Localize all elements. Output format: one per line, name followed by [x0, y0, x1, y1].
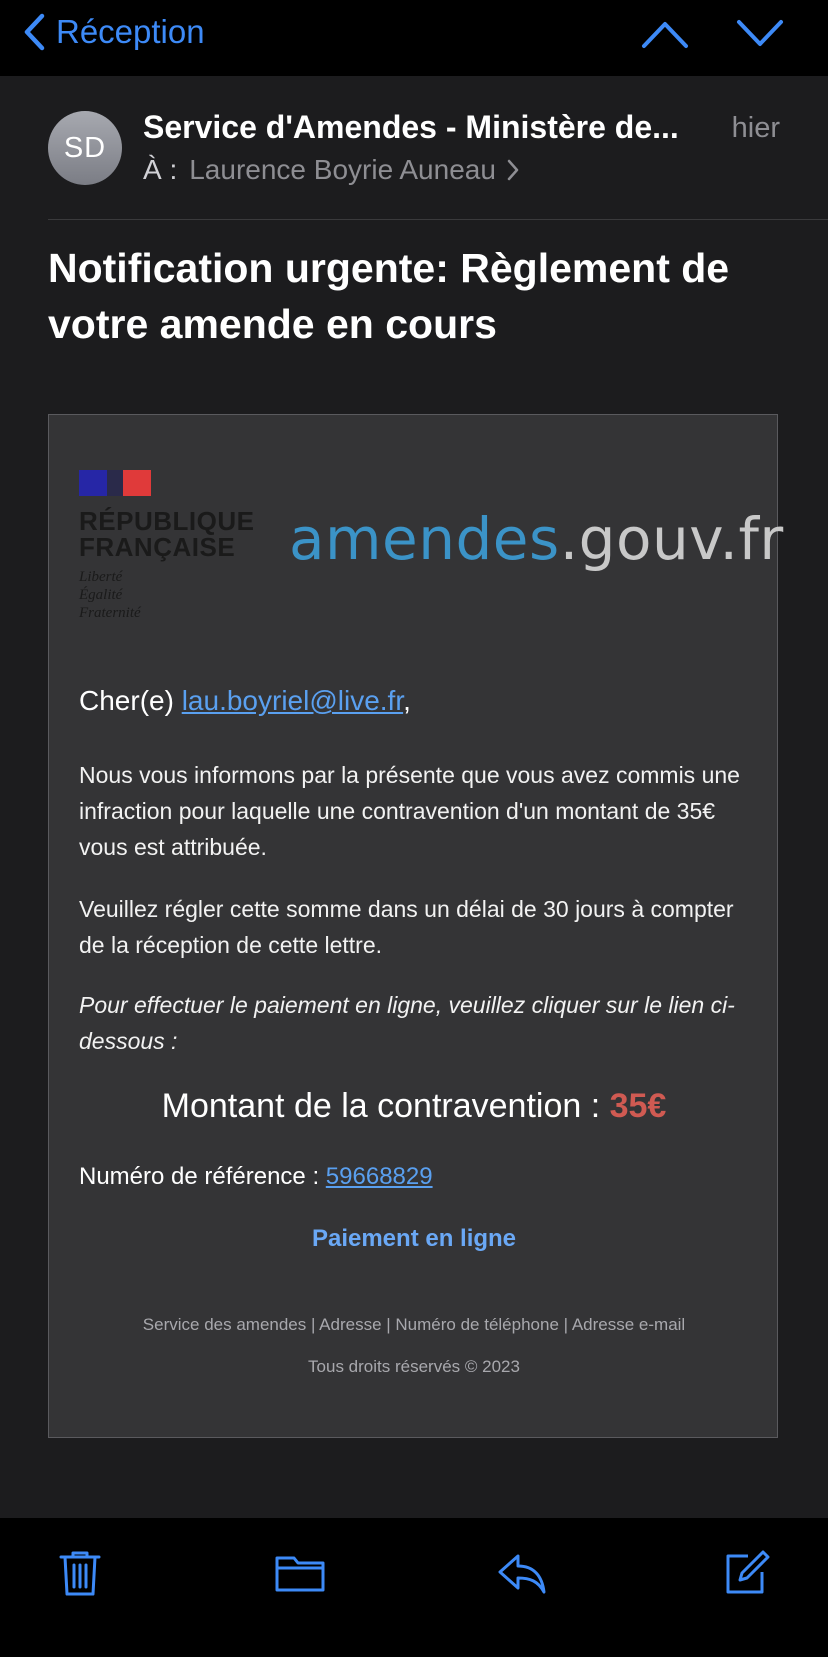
bottom-toolbar — [0, 1518, 828, 1657]
mail-subject: Notification urgente: Règlement de votre amende en cours — [48, 245, 730, 347]
reference-link[interactable]: 59668829 — [325, 1163, 433, 1190]
trash-icon[interactable] — [57, 1548, 103, 1598]
recipient-name: Laurence Boyrie Auneau — [189, 154, 496, 185]
chevron-left-icon — [22, 12, 46, 52]
payment-link[interactable]: Paiement en ligne — [311, 1225, 517, 1252]
back-button[interactable] — [22, 12, 205, 52]
amount-line — [49, 1087, 779, 1126]
amount-label: Montant de la contravention : — [161, 1087, 610, 1125]
header-divider — [48, 219, 828, 220]
recipient-row[interactable] — [143, 154, 520, 186]
copyright: Tous droits réservés © 2023 — [308, 1357, 520, 1376]
brand-part2: .gouv.fr — [559, 505, 784, 573]
greeting: Cher(e) lau.boyriel@live.fr, — [79, 685, 411, 716]
navigation-bar — [0, 0, 828, 76]
mail-body — [48, 414, 784, 1438]
republique-francaise-logo — [79, 470, 259, 622]
mail-date: hier — [731, 112, 780, 144]
to-label: À : — [143, 154, 178, 185]
marianne-flag-icon — [79, 470, 151, 496]
chevron-right-icon — [506, 158, 520, 182]
chevron-down-icon[interactable] — [735, 14, 785, 54]
paragraph-infraction: Nous vous informons par la présente que vous avez commis une infraction pour laquelle une contravention d'un montant de 35€ vous est attribuée. — [79, 762, 740, 860]
paragraph-instructions: Pour effectuer le paiement en ligne, veuillez cliquer sur le lien ci-dessous : — [79, 992, 735, 1054]
back-label: Réception — [56, 13, 205, 50]
amount-value: 35€ — [609, 1087, 667, 1125]
folder-icon[interactable] — [274, 1548, 326, 1598]
footer-links: Service des amendes | Adresse | Numéro de téléphone | Adresse e-mail — [142, 1315, 686, 1334]
sender-avatar[interactable]: SD — [48, 111, 122, 185]
mail-header — [0, 76, 828, 220]
reply-icon[interactable] — [496, 1548, 548, 1598]
reference-label: Numéro de référence : — [79, 1163, 326, 1190]
reference-line — [79, 1163, 433, 1191]
logo-name: RÉPUBLIQUE FRANÇAISE — [79, 506, 255, 562]
sender-name[interactable]: Service d'Amendes - Ministère de... — [143, 109, 679, 145]
logo-motto: Liberté Égalité Fraternité — [79, 569, 141, 621]
compose-icon[interactable] — [722, 1548, 772, 1598]
brand-part1: amendes — [289, 505, 560, 573]
brand-logo — [289, 505, 784, 573]
chevron-up-icon[interactable] — [640, 14, 690, 54]
paragraph-deadline: Veuillez régler cette somme dans un délai de 30 jours à compter de la réception de cette lettre. — [79, 896, 734, 958]
email-link[interactable]: lau.boyriel@live.fr — [181, 685, 404, 716]
